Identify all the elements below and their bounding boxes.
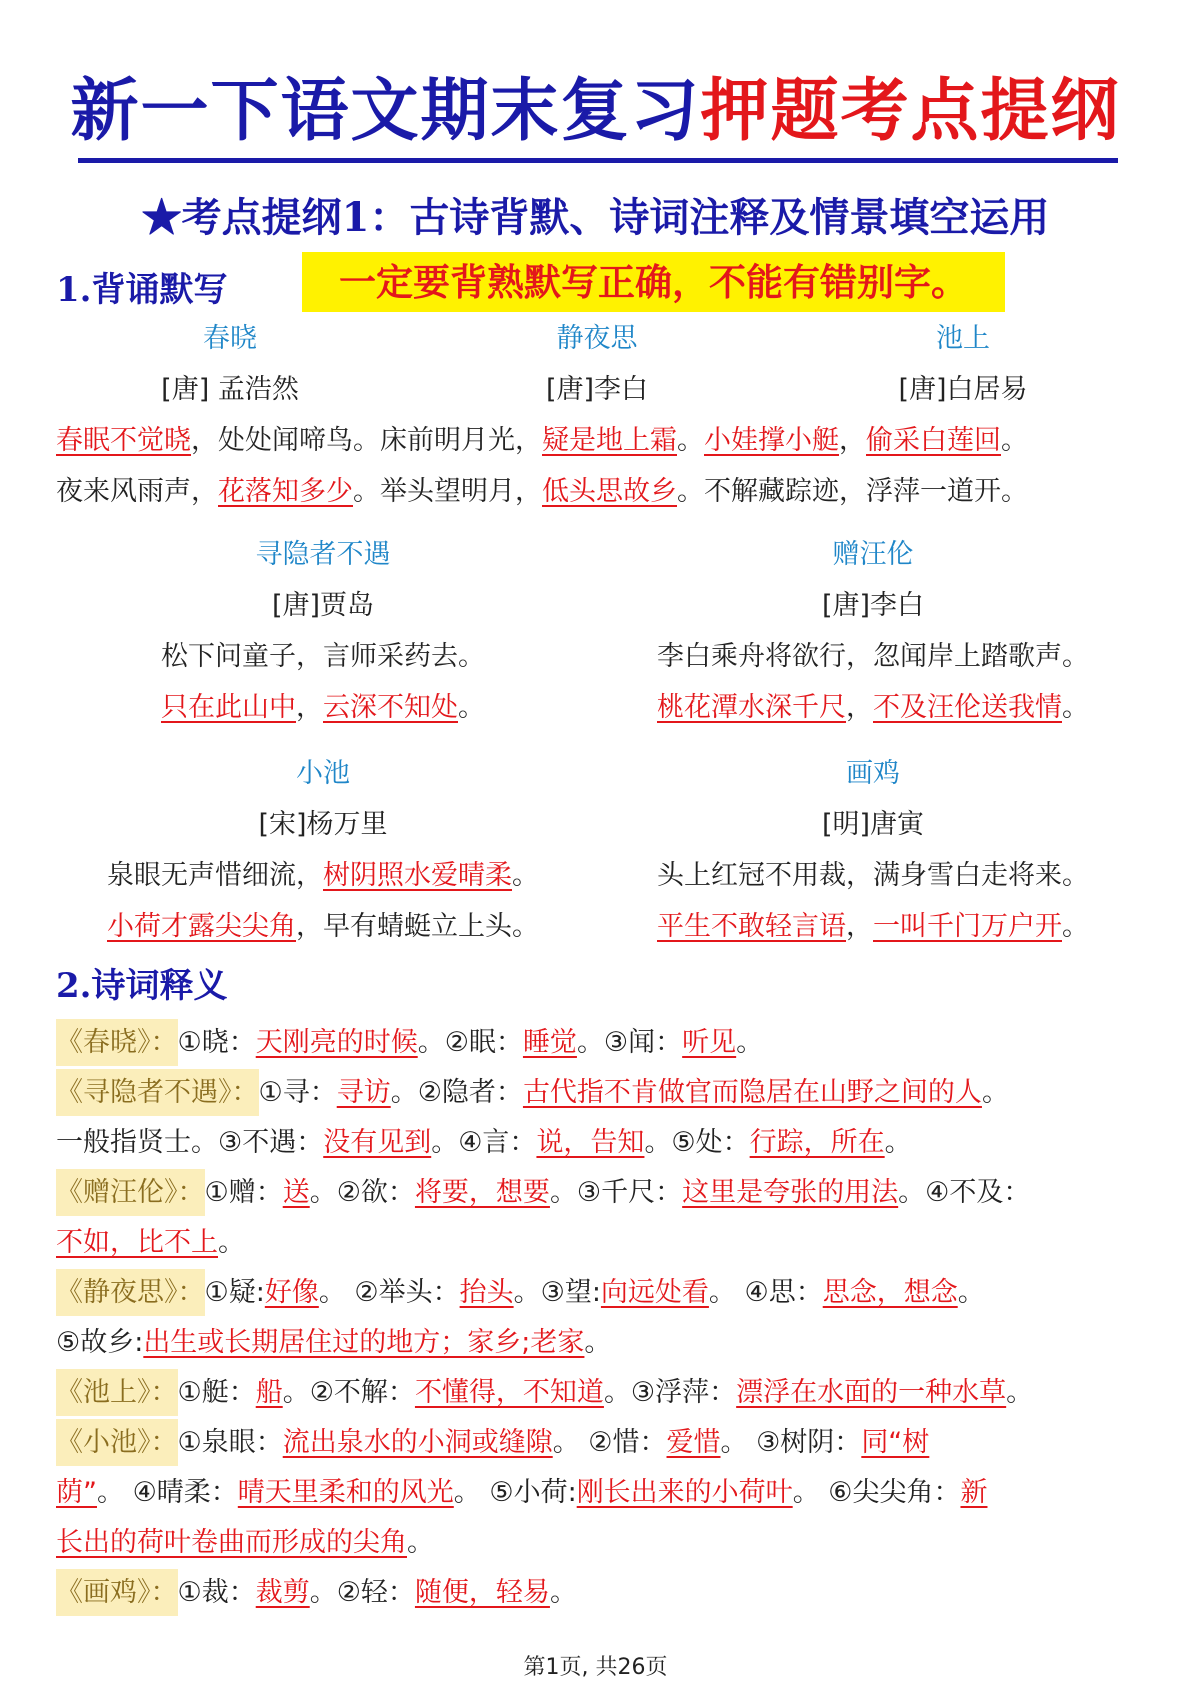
poem-line-xunyin-2 <box>161 691 485 725</box>
definition-text: 爱惜 <box>666 1427 721 1458</box>
glossary-line <box>56 1276 985 1310</box>
answer-text: 春眠不觉晓 <box>56 425 191 456</box>
glossary-line <box>56 1076 1009 1110</box>
poem-text: 举头望明月， <box>380 476 542 507</box>
poem-text: 。 <box>458 692 485 723</box>
definition-text: 长出的荷叶卷曲而形成的尖角 <box>56 1527 407 1558</box>
definition-text: 古代指不肯做官而隐居在山野之间的人 <box>522 1077 982 1108</box>
glossary-text: 。 ⑥尖尖角： <box>792 1477 961 1508</box>
answer-text: 低头思故乡 <box>542 476 677 507</box>
glossary-text: 。⑤处： <box>644 1127 750 1158</box>
definition-text: 好像 <box>264 1277 319 1308</box>
poem-line-xunyin-1: 松下问童子，言师采药去。 <box>161 641 485 672</box>
poem-line-row1-b <box>56 475 1028 509</box>
definition-text: 刚长出来的小荷叶 <box>576 1477 793 1508</box>
poem-text: ， <box>846 911 873 942</box>
poem-text: 床前明月光， <box>380 425 542 456</box>
poem-text: 。 <box>677 425 704 456</box>
definition-text: 不如，比不上 <box>56 1227 218 1258</box>
definition-text: 没有见到 <box>323 1127 432 1158</box>
definition-text: 说，告知 <box>536 1127 645 1158</box>
definition-text: 同“树 <box>861 1427 930 1458</box>
glossary-text: 。 <box>407 1527 434 1558</box>
poem-title-chunxiao: 春晓 <box>203 323 257 354</box>
poem-author-chunxiao: [唐] 孟浩然 <box>161 374 299 405</box>
reminder-banner: 一定要背熟默写正确，不能有错别字。 <box>302 252 1005 312</box>
glossary-line <box>56 1026 763 1060</box>
poem-text: 。 <box>677 476 704 507</box>
poem-name-tag: 《寻隐者不遇》： <box>56 1069 259 1116</box>
poem-text: 。 <box>1001 425 1028 456</box>
glossary-text: ①泉眼： <box>177 1427 283 1458</box>
poem-author-zengwang: [唐]李白 <box>821 590 925 621</box>
poem-text: 夜来风雨声， <box>56 476 218 507</box>
glossary-line <box>56 1326 611 1360</box>
poem-line-row1-a <box>56 424 1028 458</box>
glossary-text: 。 <box>1006 1377 1034 1408</box>
poem-text: ， <box>296 692 323 723</box>
title-blue-part: 新一下语文期末复习 <box>70 71 701 151</box>
poem-text: ， <box>839 425 866 456</box>
poem-line-zengwang-2 <box>657 691 1089 725</box>
glossary-text: 。②欲： <box>309 1177 415 1208</box>
definition-text: 漂浮在水面的一种水草 <box>736 1377 1007 1408</box>
poem-text: 。 <box>1062 692 1089 723</box>
definition-text: 荫” <box>56 1477 97 1508</box>
answer-text: 花落知多少 <box>218 476 353 507</box>
definition-text: 流出泉水的小洞或缝隙 <box>282 1427 553 1458</box>
poem-title-chishang: 池上 <box>936 323 990 354</box>
glossary-text: ①晓： <box>177 1027 256 1058</box>
definition-text: 新 <box>960 1477 988 1508</box>
poem-title-xiaochi: 小池 <box>296 758 350 789</box>
glossary-text: 。 <box>549 1577 577 1608</box>
poem-name-tag: 《小池》： <box>56 1419 178 1466</box>
definition-text: 船 <box>255 1377 283 1408</box>
glossary-text: 。 ④思： <box>708 1277 823 1308</box>
glossary-line <box>56 1576 577 1610</box>
definition-text: 向远处看 <box>600 1277 709 1308</box>
glossary-line <box>56 1376 1033 1410</box>
poem-line-zengwang-1: 李白乘舟将欲行，忽闻岸上踏歌声。 <box>657 641 1089 672</box>
glossary-text: 。②轻： <box>309 1577 415 1608</box>
answer-text: 小荷才露尖尖角 <box>107 911 296 942</box>
answer-text: 桃花潭水深千尺 <box>657 692 846 723</box>
section2-heading: 2.诗词释义 <box>56 966 228 1006</box>
poem-name-tag: 《春晓》： <box>56 1019 178 1066</box>
glossary-text: 。 ③树阴： <box>720 1427 862 1458</box>
glossary-text: ①赠： <box>204 1177 283 1208</box>
page-number: 第1页, 共26页 <box>523 1655 668 1680</box>
glossary-line <box>56 1526 434 1560</box>
definition-text: 行踪，所在 <box>749 1127 885 1158</box>
poem-text: 泉眼无声惜细流， <box>107 860 323 891</box>
definition-text: 晴天里柔和的风光 <box>237 1477 454 1508</box>
glossary-text: 。③闻： <box>576 1027 683 1058</box>
answer-text: 树阴照水爱晴柔 <box>323 860 512 891</box>
poem-text: ， <box>846 692 873 723</box>
glossary-line <box>56 1476 987 1510</box>
poem-text: ，早有蜻蜓立上头。 <box>296 911 539 942</box>
poem-line-xiaochi-1 <box>107 859 539 893</box>
glossary-text: 。④言： <box>431 1127 537 1158</box>
poem-name-tag: 《静夜思》： <box>56 1269 205 1316</box>
page-title <box>0 68 1191 154</box>
definition-text: 出生或长期居住过的地方；家乡;老家 <box>143 1327 585 1358</box>
section1-heading: 1.背诵默写 <box>56 270 228 310</box>
glossary-text: 。④不及： <box>898 1177 1031 1208</box>
glossary-line <box>56 1176 1030 1210</box>
poem-author-huaji: [明]唐寅 <box>821 809 925 840</box>
poem-line-xiaochi-2 <box>107 910 539 944</box>
glossary-text: ①艇： <box>177 1377 256 1408</box>
definition-text: 听见 <box>682 1027 737 1058</box>
definition-text: 寻访 <box>336 1077 391 1108</box>
poem-text: 。 <box>512 860 539 891</box>
poem-text: ，处处闻啼鸟。 <box>191 425 380 456</box>
definition-text: 睡觉 <box>522 1027 577 1058</box>
answer-text: 平生不敢轻言语 <box>657 911 846 942</box>
poem-name-tag: 《画鸡》： <box>56 1569 178 1616</box>
title-red-part: 押题考点提纲 <box>700 71 1121 151</box>
glossary-text: 。 <box>957 1277 985 1308</box>
poem-text: 不解藏踪迹，浮萍一道开。 <box>704 476 1028 507</box>
poem-author-chishang: [唐]白居易 <box>898 374 1028 405</box>
glossary-text: 。③望: <box>513 1277 601 1308</box>
glossary-line <box>56 1426 929 1460</box>
poem-title-jingyesi: 静夜思 <box>556 323 638 354</box>
glossary-text: 。 ②举头： <box>318 1277 460 1308</box>
glossary-text: 。 <box>218 1227 245 1258</box>
subtitle: ★考点提纲1：古诗背默、诗词注释及情景填空运用 <box>141 194 1050 241</box>
glossary-text: 。②眠： <box>417 1027 523 1058</box>
glossary-text: ①裁： <box>177 1577 256 1608</box>
glossary-line <box>56 1126 912 1160</box>
glossary-text: 。 ④晴柔： <box>97 1477 238 1508</box>
answer-text: 一叫千门万户开 <box>873 911 1062 942</box>
poem-title-huaji: 画鸡 <box>846 758 900 789</box>
poem-title-xunyin: 寻隐者不遇 <box>255 539 391 570</box>
poem-author-xiaochi: [宋]杨万里 <box>258 809 388 840</box>
glossary-text: 。 <box>884 1127 912 1158</box>
glossary-text: 。②不解： <box>282 1377 415 1408</box>
answer-text: 云深不知处 <box>323 692 458 723</box>
glossary-line <box>56 1226 245 1260</box>
poem-name-tag: 《赠汪伦》： <box>56 1169 205 1216</box>
glossary-text: 。 ②惜： <box>552 1427 667 1458</box>
poem-text: 。 <box>1062 911 1089 942</box>
poem-line-huaji-1: 头上红冠不用裁，满身雪白走将来。 <box>657 860 1089 891</box>
glossary-text: 。 ⑤小荷: <box>453 1477 577 1508</box>
answer-text: 小娃撑小艇 <box>704 425 839 456</box>
answer-text: 只在此山中 <box>161 692 296 723</box>
definition-text: 这里是夸张的用法 <box>682 1177 899 1208</box>
poem-title-zengwang: 赠汪伦 <box>832 539 914 570</box>
definition-text: 思念，想念 <box>822 1277 958 1308</box>
poem-line-huaji-2 <box>657 910 1089 944</box>
definition-text: 抬头 <box>459 1277 514 1308</box>
answer-text: 不及汪伦送我情 <box>873 692 1062 723</box>
poem-text: 。 <box>353 476 380 507</box>
poem-author-xunyin: [唐]贾岛 <box>271 590 375 621</box>
glossary-text: 。②隐者： <box>390 1077 523 1108</box>
definition-text: 随便，轻易 <box>414 1577 550 1608</box>
glossary-text: 。 <box>584 1327 612 1358</box>
answer-text: 偷采白莲回 <box>866 425 1001 456</box>
glossary-text: 。 <box>736 1027 764 1058</box>
title-underline <box>78 158 1118 163</box>
glossary-text: ⑤故乡: <box>56 1327 144 1358</box>
glossary-text: 。③千尺： <box>549 1177 683 1208</box>
definition-text: 天刚亮的时候 <box>255 1027 418 1058</box>
glossary-text: 一般指贤士。③不遇： <box>56 1127 324 1158</box>
definition-text: 送 <box>282 1177 310 1208</box>
poem-author-jingyesi: [唐]李白 <box>545 374 649 405</box>
poem-name-tag: 《池上》： <box>56 1369 178 1416</box>
definition-text: 将要，想要 <box>414 1177 550 1208</box>
answer-text: 疑是地上霜 <box>542 425 677 456</box>
glossary-text: ①疑: <box>204 1277 265 1308</box>
glossary-text: ①寻： <box>258 1077 337 1108</box>
glossary-text: 。 <box>981 1077 1009 1108</box>
definition-text: 裁剪 <box>255 1577 310 1608</box>
definition-text: 不懂得，不知道 <box>414 1377 604 1408</box>
glossary-text: 。③浮萍： <box>603 1377 737 1408</box>
